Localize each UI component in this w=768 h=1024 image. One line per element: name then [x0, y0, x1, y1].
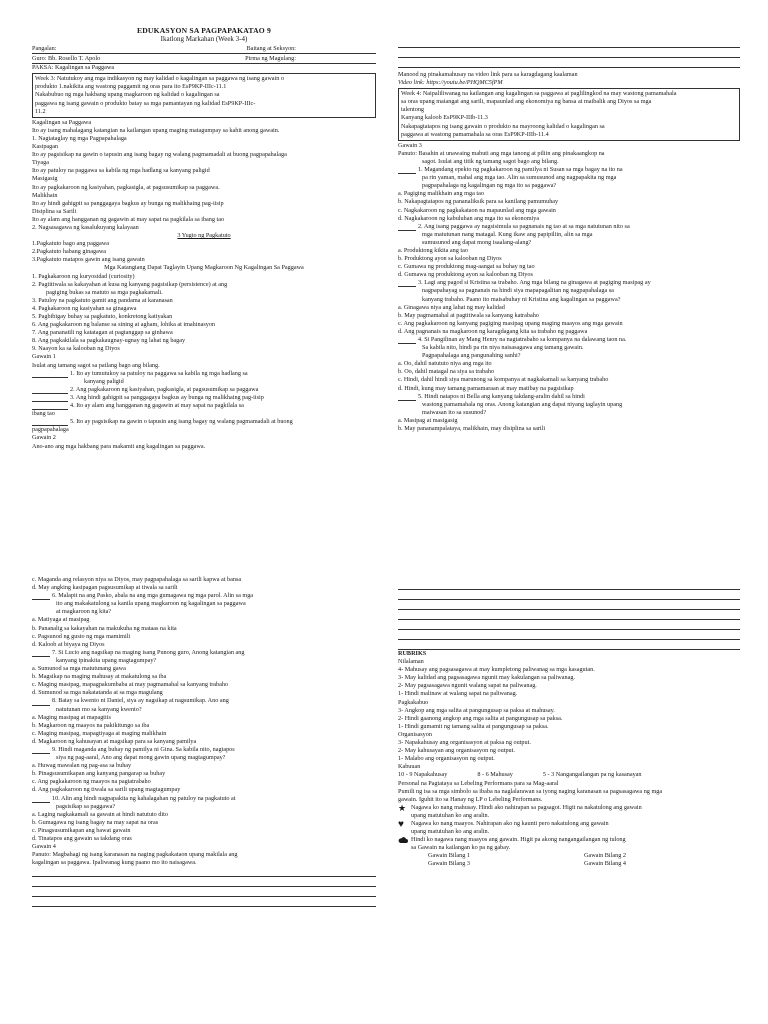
week4-line: Kanyang kaloob EsP9KP-IIIb-11.3	[401, 114, 488, 122]
worksheet-title: EDUKASYON SA PAGPAPAKATAO 9	[136, 26, 271, 35]
question-line: kanyang ipinakita upang magtagumpay?	[56, 656, 157, 664]
choice-line: c. Hindi, dahil hindi siya marunong sa kompanya at nagkakamali sa kanyang trabaho	[398, 376, 609, 384]
yugto-item: 1.Pagkatuto bago ang paggawa	[32, 240, 109, 248]
question-line	[32, 795, 376, 803]
gawain1-item	[32, 418, 376, 426]
lesson-line: Ito ay pagkakaroon ng kasiyahan, pagkasigla, at pagsusumikap sa paggawa.	[32, 183, 220, 191]
bottom-left-column	[32, 576, 376, 1022]
week4-competency-box	[398, 88, 740, 141]
choice-line: d. Nagkakaroon ng kabuluhan ang mga ito sa ekonomiya	[398, 214, 540, 222]
competency-line: paggawa ng isang gawain o produkto batay sa mga pamantayan ng kalidad EsP9KP-IIIc-	[35, 99, 256, 107]
answer-line[interactable]	[32, 877, 376, 887]
gawain-bilang-label: Gawain Bilang 4	[584, 860, 626, 868]
question-text: 1. Magandang epekto ng pagkakaroon ng pamilya ni Susan sa mga bagay na ito na	[418, 166, 623, 174]
question-text: 6. Malapit na ang Pasko, abala na ang mga gumagawa ng mga parol. Alin sa mga	[52, 592, 254, 600]
pagkakabuo-title: Pagkakabuo	[398, 698, 429, 706]
gawain4-title: Gawain 4	[32, 843, 56, 851]
score-level: 5 - 3 Nangangailangan pa ng kasanayan	[542, 771, 642, 779]
gawain1-item-cont: pagpapahalaga	[32, 426, 69, 434]
katangian-item: 6. Ang pagkakaroon ng balanse sa sining at agham, lohika at imahinasyon	[32, 321, 216, 329]
video-link[interactable]: Video link: https://youtu.be/PHQMC5fPM	[398, 79, 503, 87]
choice-line: d. Ang pagkakaroon ng tiwala sa sarili upang magtagumpay	[32, 786, 181, 794]
gawain1-item-text: 4. Ito ay alam ang hangganan ng gagawin at may sapat na pagkilala sa	[70, 402, 244, 410]
answer-line[interactable]	[398, 58, 740, 68]
gawain1-item	[32, 394, 376, 402]
week4-line: talentong	[401, 106, 425, 114]
choice-line: c. Gumawa ng produktong mag-aangat sa buhay ng tao	[398, 263, 535, 271]
choice-line: d. Ang pagnanais na magkaroon ng karagdagang kita sa trabaho ng paggawa	[398, 327, 588, 335]
choice-line: b. Magkaroon ng maayos na pakikitungo sa iba	[32, 721, 150, 729]
choice-line: a. Oo, dahil natututo niya ang mga ito	[398, 360, 492, 368]
answer-blank[interactable]	[398, 167, 416, 174]
gawain1-item-text: 1. Ito ay tumutukoy sa patuloy na paggawa sa kabila ng mga hadlang sa	[70, 369, 248, 377]
reflection-line: sa Gawain na kailangan ko pa ng gabay.	[411, 844, 511, 852]
answer-blank[interactable]	[398, 337, 416, 344]
reflection-title: Personal na Pagtataya sa Lebeling Performans para sa Mag-aaral	[398, 779, 559, 787]
choice-line: a. Masipag at masigasig	[398, 416, 458, 424]
question-line	[32, 592, 376, 600]
answer-blank[interactable]	[32, 699, 50, 706]
katangian-item: 5. Pagbibigay buhay sa pagkatuto, konkretong katiyakan	[32, 313, 173, 320]
choice-line: c. Maging masipag, mapagtiyaga at maging malikhain	[32, 729, 167, 737]
gawain4-instruction: Panuto: Magbahagi ng isang karanasan na naging pagkakataon upang makilala ang	[32, 851, 238, 859]
choice-line: c. Pagsunod ng gusto ng mga mamimili	[32, 632, 131, 640]
gawain-bilang-label: Gawain Bilang 3	[428, 860, 470, 868]
choice-line: a. Matiyaga at masipag	[32, 616, 90, 624]
bottom-right-column	[398, 580, 740, 1000]
answer-blank[interactable]	[32, 747, 50, 754]
katangian-item: 4. Pagkakaroon ng kasiyahan sa ginagawa	[32, 304, 137, 312]
choice-line: a. Huwag mawalan ng pag-asa sa buhay	[32, 762, 132, 770]
choice-line: a. Pagiging malikhain ang mga tao	[398, 190, 484, 198]
yugto-heading: 3 Yugto ng Pagkatuto	[177, 232, 231, 240]
reflection-line: Nagawa ko nang mahusay. Hindi ako nahirapan sa pagsagot. Higit na nakatulong ang gawain	[411, 803, 642, 811]
gawain1-instruction: Isulat ang tamang sagot sa patlang bago ang bilang.	[32, 361, 160, 369]
reflection-line: Hindi ko nagawa nang maayos ang gawain. Higit pa akong nangangailangan ng tulong	[411, 836, 626, 844]
kabuuan-title: Kabuuan	[398, 763, 421, 771]
gawain1-item	[32, 402, 376, 410]
question-line: siya ng pag-aaral, Ano ang dapat mong gawin upang magtagumpay?	[56, 754, 226, 762]
question-text: 9. Hindi maganda ang buhay ng pamilya ni Gina. Sa kabila nito, nagtapos	[52, 745, 235, 753]
choice-line: b. May pananampalataya, malikhain, may disiplina sa sarili	[398, 425, 546, 433]
gawain-bilang-label: Gawain Bilang 2	[584, 852, 626, 860]
competency-line: produkto 1.nakikita ang wastong paggamit ng oras para ito EsP9KP-IIIc-11.1	[35, 83, 227, 91]
question-line	[32, 746, 376, 754]
answer-line[interactable]	[398, 590, 740, 600]
reflection-cloud-row	[398, 836, 740, 852]
week4-line: paggawa at wastong pamamahala sa oras EsP9KP-IIIb-11.4	[401, 130, 549, 138]
kabuuan-scores	[398, 771, 740, 779]
choice-line: d. Tinatapos ang gawain sa takdang oras	[32, 835, 132, 842]
choice-line: b. Produktong ayon sa kalooban ng Diyos	[398, 255, 502, 263]
katangian-item: 1. Pagkakaroon ng kuryosidad (curiosity)	[32, 272, 135, 280]
question-line	[32, 649, 376, 657]
competency-line: 11.2	[35, 107, 46, 115]
competency-line: Nakabubuo ng mga hakbang upang magkaroon ng kalidad o kagalingan sa	[35, 91, 220, 99]
lesson-line: 2. Nagsasagawa ng kasalukuyang kalayaan	[32, 223, 139, 231]
katangian-item: 7. Ang pananatili ng katatagan at pagtanggap sa ginhawa	[32, 329, 173, 337]
lesson-line: Disiplina sa Sarili	[32, 207, 77, 215]
answer-line[interactable]	[398, 610, 740, 620]
question-line	[398, 166, 740, 174]
question-line: natutunan mo sa kanyang kwento?	[56, 705, 142, 713]
choice-line: b. Gumagawa ng isang bagay na may sapat na oras	[32, 818, 159, 826]
gawain1-item	[32, 370, 376, 378]
lesson-line: Malikhain	[32, 191, 58, 199]
name-label: Pangalan:	[32, 45, 57, 52]
lesson-line: Ito ay pagsisikap na gawin o tapusin ang isang bagay ng walang pagmamadali at buong pagpapahalaga	[32, 151, 287, 159]
question-line: maiwasan ito sa susunod?	[422, 408, 487, 416]
question-text: 5. Hindi natapos ni Bella ang kanyang takdang-aralin dahil sa hindi	[418, 392, 585, 400]
answer-blank[interactable]	[32, 387, 68, 394]
rubric-line: 1- Hindi gumamit ng tamang salita at pangungusap sa paksa.	[398, 722, 549, 730]
choice-line: d. Magkaroon ng kahusayan at magsikap para sa kanyang pamilya	[32, 737, 197, 745]
organisasyon-title: Organisasyon	[398, 730, 432, 738]
answer-blank[interactable]	[398, 394, 416, 401]
heart-icon: ♥	[398, 818, 404, 830]
choice-line: b. May pagmamahal at pagtitiwala sa kanyang katrabaho	[398, 311, 539, 319]
rubric-line: 3- Angkop ang mga salita at pangungusap sa paksa at mahusay.	[398, 706, 555, 714]
question-line	[398, 336, 740, 344]
question-line: sumusunod ang dapat mong isaalang-alang?	[422, 238, 532, 246]
score-level: 10 - 9 Napakahusay	[398, 771, 448, 779]
question-line: mga matutunan nang matagal. Kung ikaw ang papipiliin, alin sa mga	[422, 230, 593, 238]
answer-blank[interactable]	[32, 371, 68, 378]
reflection-instruction: Pumili ng isa sa mga simbolo sa ibaba na naglalarawan sa iyong naging karanasan sa pagsasagawa ng mga	[398, 787, 663, 795]
choice-line: b. Pinagsusumikapan ang kanyang pangarap sa buhay	[32, 770, 166, 778]
answer-blank[interactable]	[32, 593, 50, 600]
answer-blank[interactable]	[32, 395, 68, 402]
question-line: kanyang trabaho. Paano ito maisabuhay ni Kristina ang kagalingan sa paggawa?	[422, 295, 621, 303]
lesson-line: Ito ay patuloy na paggawa sa kabila ng mga hadlang sa kanyang paligid	[32, 167, 210, 175]
answer-blank[interactable]	[398, 280, 416, 287]
gawain-bilang-label: Gawain Bilang 1	[428, 852, 470, 860]
gawain1-item-cont: kanyang paligid	[84, 377, 124, 385]
yugto-item: 2.Pagkatuto habang ginagawa	[32, 248, 107, 256]
teacher-signature-row	[32, 55, 376, 64]
question-line: Pagpapahalaga ang pangunahing sanhi?	[422, 352, 521, 360]
reflection-star-row	[398, 804, 740, 820]
answer-line[interactable]	[398, 640, 740, 650]
lesson-line: 1. Nagtataglay ng mga Pagpapahalaga	[32, 134, 127, 142]
choice-line: a. Laging nagkakamali sa gawain at hindi natututo dito	[32, 810, 168, 818]
question-text: 10. Alin ang hindi nagpapakita ng kahalagahan ng patuloy na pagkatuto at	[52, 794, 236, 802]
choice-line: d. May angking kasipagan pagsusumikap at tiwala sa sarili	[32, 584, 178, 592]
reflection-heart-row	[398, 820, 740, 836]
reflection-line: Nagawa ko nang maayos. Nahirapan ako ng kaunti pero nakatulong ang gawain	[411, 819, 609, 827]
question-line: ito ang makakatulong sa kanila upang magkaroon ng kagalingan sa paggawa	[56, 600, 246, 608]
rubric-line: 2- May pagsasagawa ngunit walang sapat na paliwanag.	[398, 682, 537, 690]
katangian-item: 3. Patuloy na pagkatuto gamit ang pandama at karanasan	[32, 296, 173, 304]
paksa-label: PAKSA: Kagalingan sa Paggawa	[32, 64, 115, 72]
lesson-line: Masigasig	[32, 175, 58, 183]
reflection-line: upang matutuhan ko ang aralin.	[411, 811, 490, 819]
question-line: pagpapahalaga ng kagalingan ng mga ito sa paggawa?	[422, 182, 557, 190]
choice-line: c. Maging masipag, mapagpakumbaba at may pagmamahal sa kanyang trabaho	[32, 681, 229, 689]
rubric-line: 3- May kalidad ang pagsasagawa ngunit may kakulangan sa paliwanag.	[398, 674, 575, 682]
answer-line[interactable]	[398, 630, 740, 640]
question-text: 8. Batay sa kwento ni Daniel, siya ay nagsikap at nagsumikap. Ano ang	[52, 697, 229, 705]
katangian-item: 9. Naayon ka sa kalooban ng Diyos	[32, 345, 120, 353]
answer-blank[interactable]	[32, 796, 50, 803]
katangian-item: 8. Ang pagkakilala sa pagkakaugnay-ugnay ng lahat ng bagay	[32, 337, 186, 345]
question-line: wastong pamamahala ng oras. Anong katangian ang dapat niyang taglayin upang	[422, 400, 623, 408]
choice-line: d. Gumawa ng produktong ayon sa kalooban ng Diyos	[398, 271, 533, 279]
question-text: 3. Lagi ang pagod si Kristina sa trabaho. Ang mga bilang na ginagawa at pagiging masipag ay	[418, 279, 651, 287]
nilalaman-title: Nilalaman	[398, 658, 424, 666]
katangian-item: pagiging bukas sa matuto sa mga pagkakamali.	[46, 288, 163, 296]
question-line: pa rin yaman, mahal ang mga tao. Alin sa sumusunod ang nagpapakita ng mga	[422, 174, 617, 182]
week4-line: Week 4: Naipaliliwanag na kailangan ang kagalingan sa paggawa at paglilingkod na may wastong pamamahala	[401, 90, 677, 98]
name-section-row	[32, 45, 376, 54]
rubric-line: 2- Hindi gaanong angkop ang mga salita at pangungusap sa paksa.	[398, 714, 563, 722]
choice-line: d. Hindi, kung may tamang pamamaraan at may matibay na pagsisikap	[398, 384, 574, 392]
gawain2-title: Gawain 2	[32, 434, 56, 442]
answer-blank[interactable]	[32, 419, 68, 426]
choice-line: a. Sumunod sa mga matutunang gawa	[32, 665, 126, 673]
answer-line[interactable]	[398, 580, 740, 590]
katangian-heading: Mga Katangiang Dapat Taglayin Upang Magkaroon Ng Kagalingan Sa Paggawa	[104, 264, 304, 272]
competency-box	[32, 73, 376, 117]
choice-line: c. Pinagsusumikapan ang bawat gawain	[32, 826, 131, 834]
answer-line[interactable]	[32, 897, 376, 907]
gawain1-item-text: 5. Ito ay pagsisikap na gawin o tapusin ang isang bagay ng walang pagmamadali at buong	[70, 418, 293, 426]
question-line: Sa kabila nito, hindi pa rin niya naisasagawa ang tamang gawain.	[422, 344, 584, 352]
gawain3-title: Gawain 3	[398, 141, 422, 149]
worksheet-subtitle: Ikatlong Markahan (Week 3-4)	[160, 35, 248, 43]
gawain1-item-text: 3. Ang hindi gahigpit sa panggagaya bagkus ay bunga ng malikhaing pag-iisip	[70, 393, 264, 401]
gawain1-item-cont: ibang tao	[32, 410, 55, 418]
answer-line[interactable]	[32, 867, 376, 877]
gawain2-instruction: Ano-ano ang mga hakbang para makamit ang kagalingan sa paggawa.	[32, 442, 206, 450]
choice-line: a. Maging masipag at mapagtiis	[32, 713, 111, 721]
yugto-item: 3.Pagkatuto matapos gawin ang isang gawain	[32, 256, 145, 264]
star-icon: ★	[398, 802, 407, 813]
media-line: Manood ng pinakamahusay na video link para sa karagdagang kaalaman	[398, 71, 578, 78]
gawain3-instruction: sagot. Isulat ang titik ng tamang sagot bago ang bilang.	[422, 157, 559, 165]
rubric-line: 1- Malabo ang organisasyon ng output.	[398, 755, 495, 763]
question-text: 7. Si Lucio ang nagsikap na maging isang Punong guro, Anong katangian ang	[52, 648, 245, 656]
lesson-line: Tiyaga	[32, 159, 49, 167]
answer-line[interactable]	[398, 38, 740, 48]
section-label: Baitang at Seksyon:	[246, 45, 296, 52]
gawain4-instruction: kagalingan sa paggawa. Ipaliwanag kung paano mo ito naisagawa.	[32, 859, 197, 867]
choice-line: d. Kaloob at biyaya ng Diyos	[32, 640, 105, 648]
rubric-line: 4- Mahusay ang pagsasagawa at may kumpletong paliwanag sa mga kasagutan.	[398, 666, 595, 674]
choice-line: c. Ang pagkakaroon ng kanyang pagiging masipag upang maging maayos ang mga gawain	[398, 319, 623, 327]
choice-line: c. Maganda ang relasyon niya sa Diyos, may pagpapahalaga sa sarili kapwa at bansa	[32, 576, 242, 583]
lesson-line: Ito ay hindi gahigpit sa panggagaya bagkus ay bunga ng malikhaing pag-iisip	[32, 199, 224, 207]
gawain3-instruction: Panuto: Basahin at unawaing mabuti ang mga tanong at piliin ang pinakaangkop na	[398, 149, 605, 157]
question-line	[398, 223, 740, 231]
week4-line: sa oras upang maiangat ang sarili, mapaunlad ang ekonomiya ng bansa at maibalik ang Diyos sa mga	[401, 98, 652, 106]
week4-line: Nakapagtatapos ng isang gawain o produkto na mayroong kalidad o kagalingan sa	[401, 122, 605, 130]
choice-line: a. Produktong kikita ang tao	[398, 246, 468, 254]
answer-line[interactable]	[398, 620, 740, 630]
answer-blank[interactable]	[398, 224, 416, 231]
signature-label: Pirma ng Magulang:	[245, 55, 296, 63]
lesson-line: Kagalingan sa Paggawa	[32, 118, 92, 126]
answer-line[interactable]	[398, 48, 740, 58]
katangian-item: 2. Pagtitiwala sa kakayahan at kusa ng kanyang pagsisikap (persistence) at ang	[32, 280, 228, 288]
choice-line: c. Nagkakaroon ng pagkakataon na mapaunlad ang mga gawain	[398, 206, 556, 214]
rubrics-title: RUBRIKS	[398, 650, 427, 657]
gawain-bilang-grid	[398, 852, 740, 868]
gawain1-title: Gawain 1	[32, 353, 56, 361]
answer-line[interactable]	[32, 887, 376, 897]
choice-line: a. Ginagawa niya ang lahat ng may kalidad	[398, 303, 505, 311]
rubric-line: 1- Hindi malinaw at walang sapat na paliwanag.	[398, 690, 518, 698]
top-left-column	[32, 26, 376, 480]
rubric-line: 2- May kahusayan ang organisasyon ng output.	[398, 747, 515, 755]
question-line	[398, 393, 740, 401]
gawain1-item-text: 2. Ang pagkakaroon ng kasiyahan, pagkasigla, at pagsusumikap sa paggawa	[70, 385, 259, 393]
question-line	[32, 697, 376, 705]
choice-line: c. Ang pagkakaroon ng maayos na pagtatrabaho	[32, 778, 151, 786]
top-right-column	[398, 38, 740, 518]
answer-blank[interactable]	[32, 650, 50, 657]
choice-line: b. Nakapagtatapos ng pananaliksik para sa kanilang pamumuhay	[398, 198, 559, 206]
rubric-line: 3- Napakahusay ang organisasyon at paksa ng output.	[398, 739, 531, 747]
competency-line: Week 3: Natutukoy ang mga indikasyon ng may kalidad o kagalingan sa paggawa ng isang gawain o	[35, 75, 285, 83]
choice-line: b. Pananalig sa kakayahan na makukuha ng mataas na kita	[32, 624, 177, 632]
choice-line: d. Sumunod sa mga nakatatanda at sa mga magulang	[32, 689, 163, 697]
choice-line: b. Oo, dahil matagal na siya sa trabaho	[398, 368, 495, 376]
score-level: 8 - 6 Mahusay	[477, 771, 513, 779]
lesson-line: Ito ay alam ang hangganan ng gagawin at may sapat na pagkilala sa ibang tao	[32, 215, 225, 223]
question-line: nagpapahayag sa pagnanais na hindi siya mapapagalitan ng nagpapahalaga sa	[422, 287, 614, 295]
choice-line: b. Magsikap na maging mahusay at makatulong sa iba	[32, 673, 167, 681]
question-text: 4. Si Pangilinan ay Mang Henry na nagtatrabaho sa kompanya na dalawang taon na.	[418, 336, 627, 343]
question-line: at magkaroon ng kita?	[56, 608, 112, 616]
cloud-icon	[398, 836, 409, 845]
lesson-line: Kasipagan	[32, 143, 59, 151]
lesson-line: Ito ay isang mahalagang katangian na kailangan upang maging matagumpay sa kahit anong gawain.	[32, 126, 280, 134]
question-line: pagsisikap sa paggawa?	[56, 802, 116, 810]
reflection-line: upang matutuhan ko ang aralin.	[411, 828, 490, 836]
reflection-instruction: gawain. Iguhit ito sa Hanay ng LP o Lebeling Performans.	[398, 795, 543, 803]
question-line	[398, 279, 740, 287]
answer-line[interactable]	[398, 600, 740, 610]
teacher-label: Guro: Bb. Rosello T. Apolo	[32, 55, 101, 63]
gawain1-item	[32, 386, 376, 394]
question-text: 2. Ang isang paggawa ay nagsisimula sa pagnanais ng tao at sa mga natutunan nito sa	[418, 222, 630, 230]
answer-blank[interactable]	[32, 403, 68, 410]
